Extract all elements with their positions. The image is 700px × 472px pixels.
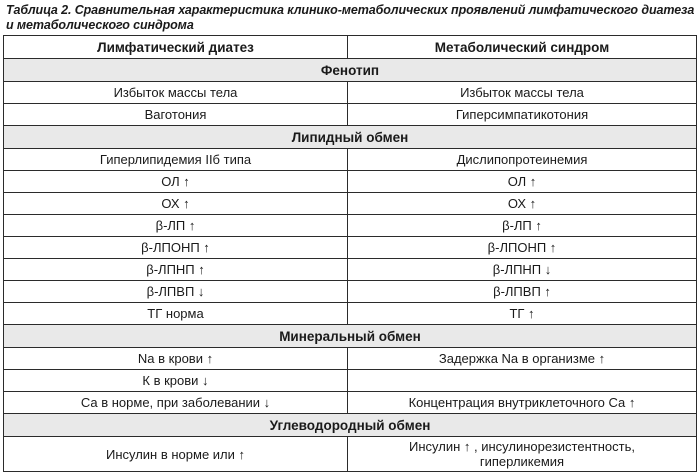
cell-lymphatic-diathesis: ОХ ↑ xyxy=(4,193,348,215)
cell-metabolic-syndrome: Избыток массы тела xyxy=(348,82,697,104)
cell-lymphatic-diathesis: Na в крови ↑ xyxy=(4,348,348,370)
cell-metabolic-syndrome: β-ЛПВП ↑ xyxy=(348,281,697,303)
cell-lymphatic-diathesis: Ваготония xyxy=(4,104,348,126)
comparison-table xyxy=(3,35,697,472)
cell-lymphatic-diathesis: Гиперлипидемия IIб типа xyxy=(4,149,348,171)
table-row xyxy=(4,348,697,370)
table-caption: Таблица 2. Сравнительная характеристика клинико-метаболических проявлений лимфатического диатеза и метаболического синдрома xyxy=(6,3,695,32)
cell-metabolic-syndrome: Дислипопротеинемия xyxy=(348,149,697,171)
cell-lymphatic-diathesis: ОЛ ↑ xyxy=(4,171,348,193)
cell-metabolic-syndrome: Инсулин ↑ , инсулинорезистентность, гиперликемия xyxy=(348,437,697,472)
section-heading: Минеральный обмен xyxy=(4,325,697,348)
cell-metabolic-syndrome: β-ЛПНП ↓ xyxy=(348,259,697,281)
column-header-lymphatic-diathesis: Лимфатический диатез xyxy=(4,36,348,59)
section-heading: Липидный обмен xyxy=(4,126,697,149)
column-header-metabolic-syndrome: Метаболический синдром xyxy=(348,36,697,59)
table-row xyxy=(4,281,697,303)
table-row xyxy=(4,104,697,126)
section-row xyxy=(4,126,697,149)
cell-metabolic-syndrome: Задержка Na в организме ↑ xyxy=(348,348,697,370)
section-row xyxy=(4,325,697,348)
cell-lymphatic-diathesis: β-ЛПНП ↑ xyxy=(4,259,348,281)
cell-metabolic-syndrome: ТГ ↑ xyxy=(348,303,697,325)
cell-lymphatic-diathesis: ТГ норма xyxy=(4,303,348,325)
cell-metabolic-syndrome xyxy=(348,370,697,392)
section-row xyxy=(4,59,697,82)
table-body xyxy=(4,59,697,472)
cell-metabolic-syndrome: β-ЛП ↑ xyxy=(348,215,697,237)
cell-metabolic-syndrome: ОХ ↑ xyxy=(348,193,697,215)
cell-lymphatic-diathesis: Са в норме, при заболевании ↓ xyxy=(4,392,348,414)
section-heading: Углеводородный обмен xyxy=(4,414,697,437)
header-row xyxy=(4,36,697,59)
table-row xyxy=(4,171,697,193)
table-row xyxy=(4,82,697,104)
cell-lymphatic-diathesis: β-ЛПВП ↓ xyxy=(4,281,348,303)
section-heading: Фенотип xyxy=(4,59,697,82)
cell-metabolic-syndrome: ОЛ ↑ xyxy=(348,171,697,193)
cell-metabolic-syndrome: Гиперсимпатикотония xyxy=(348,104,697,126)
table-row xyxy=(4,370,697,392)
table-row xyxy=(4,215,697,237)
cell-lymphatic-diathesis: Инсулин в норме или ↑ xyxy=(4,437,348,472)
section-row xyxy=(4,414,697,437)
table-row xyxy=(4,149,697,171)
cell-metabolic-syndrome: Концентрация внутриклеточного Са ↑ xyxy=(348,392,697,414)
cell-lymphatic-diathesis: К в крови ↓ xyxy=(4,370,348,392)
table-row xyxy=(4,392,697,414)
table-row xyxy=(4,259,697,281)
table-row xyxy=(4,193,697,215)
cell-lymphatic-diathesis: β-ЛПОНП ↑ xyxy=(4,237,348,259)
table-row xyxy=(4,237,697,259)
cell-metabolic-syndrome: β-ЛПОНП ↑ xyxy=(348,237,697,259)
cell-lymphatic-diathesis: Избыток массы тела xyxy=(4,82,348,104)
table-row xyxy=(4,437,697,472)
table-row xyxy=(4,303,697,325)
cell-lymphatic-diathesis: β-ЛП ↑ xyxy=(4,215,348,237)
